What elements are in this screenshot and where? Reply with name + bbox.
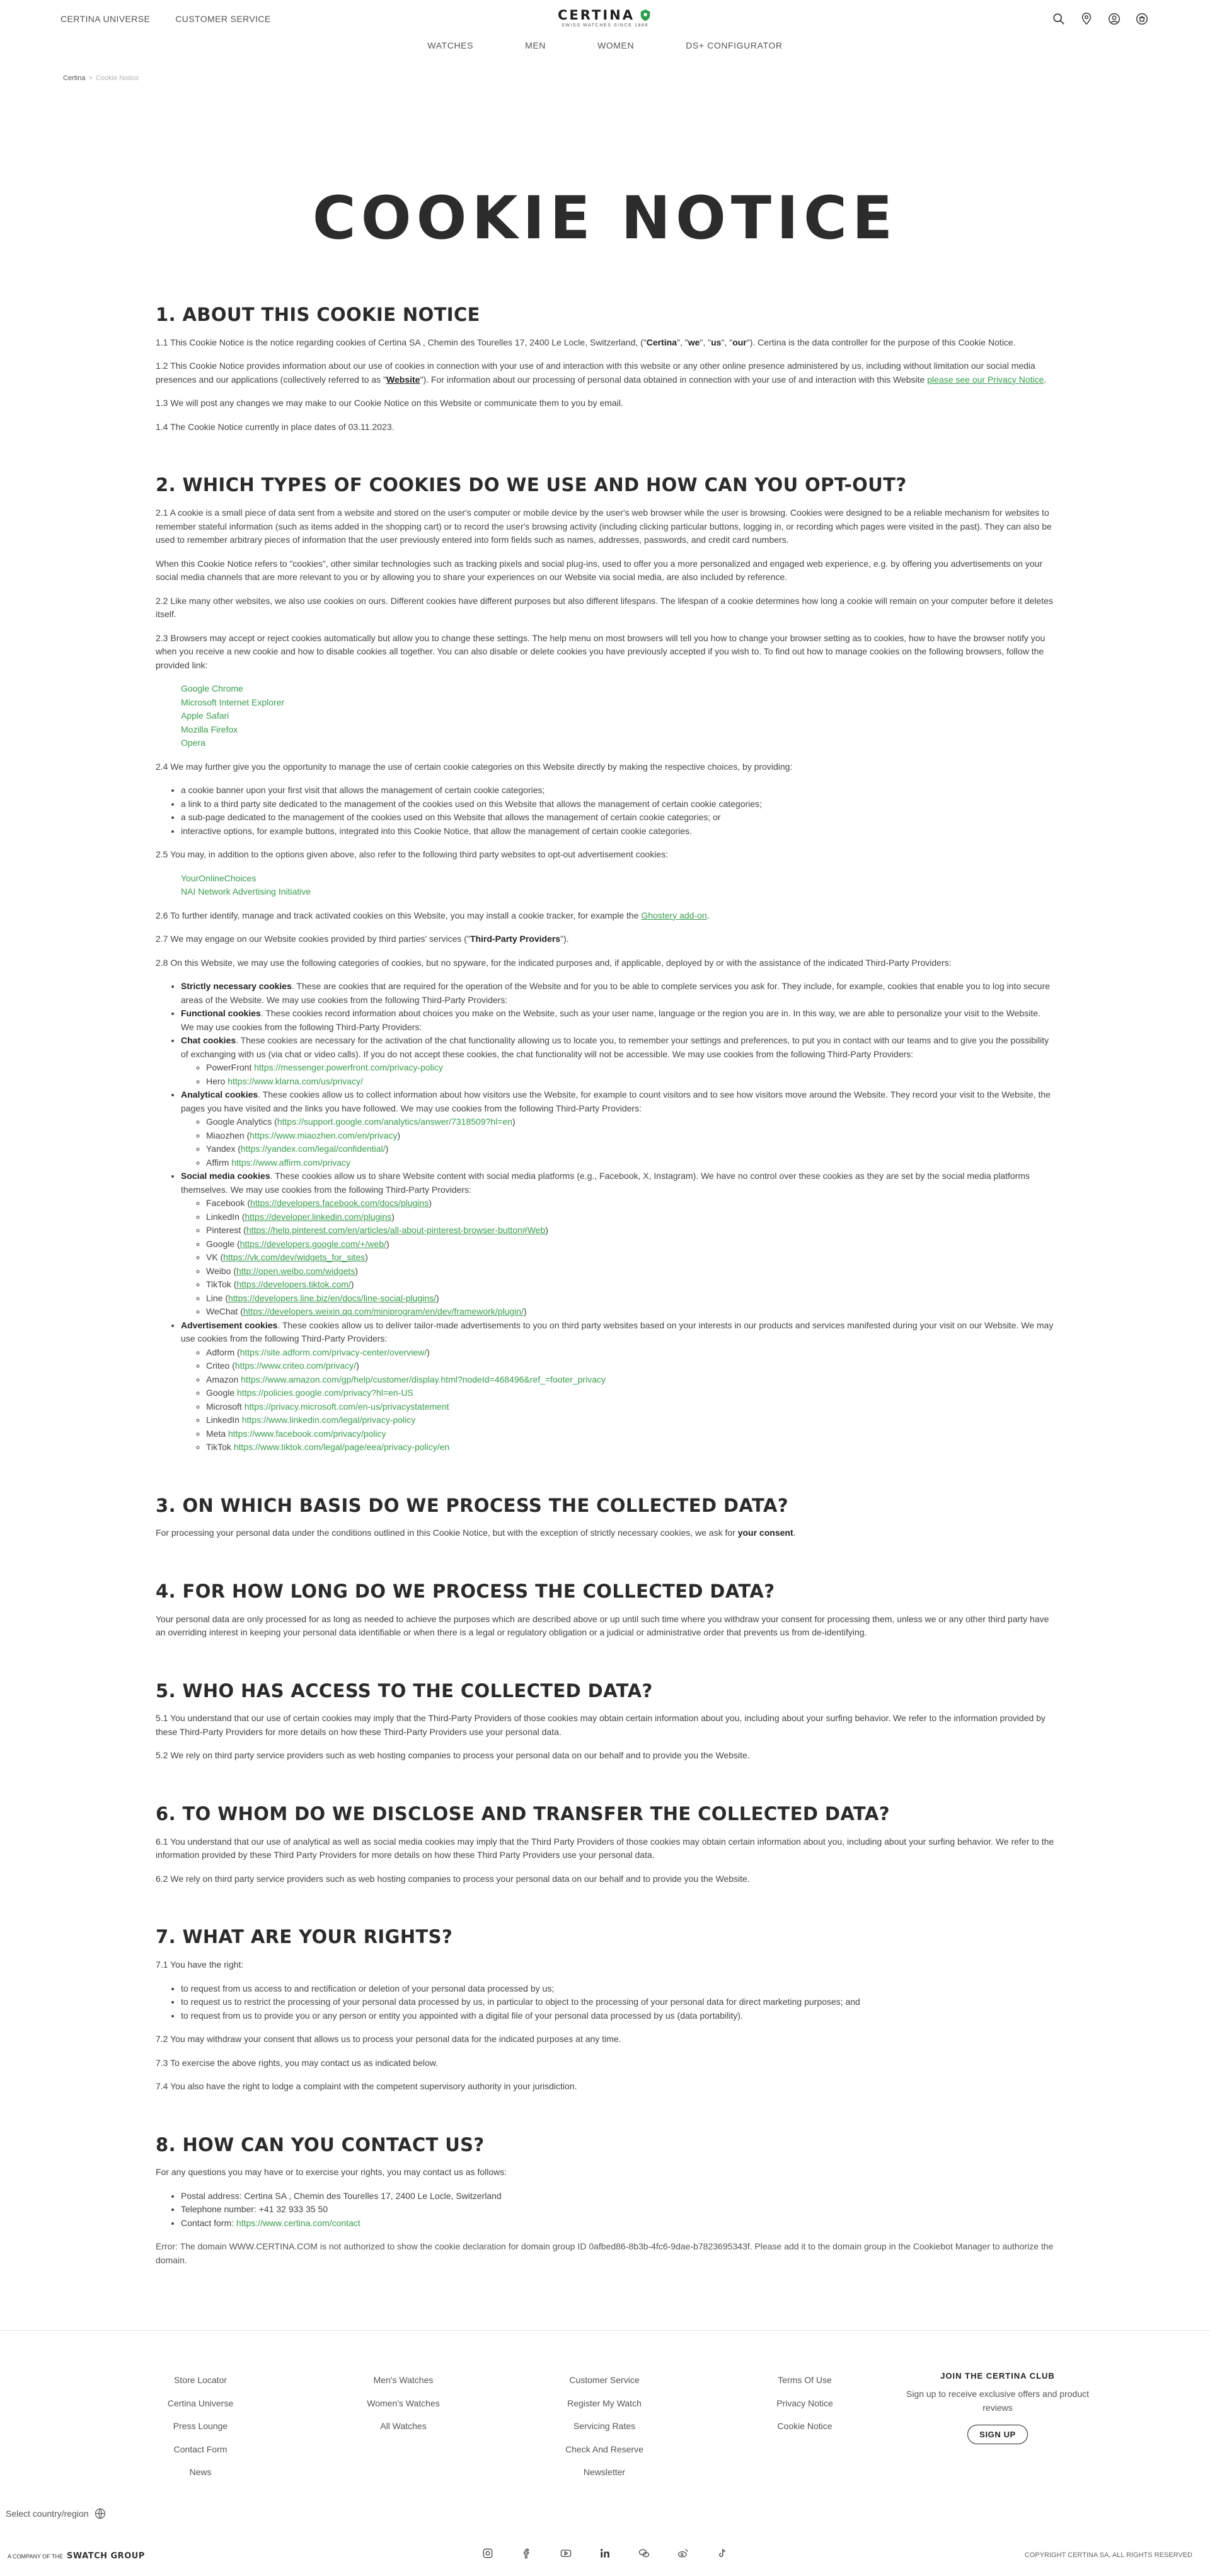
- breadcrumb: [0, 57, 1210, 95]
- section-basis: [156, 1495, 1054, 1540]
- nav-watches[interactable]: WATCHES: [427, 40, 474, 50]
- section-heading: 4. FOR HOW LONG DO WE PROCESS THE COLLECTED DATA?: [156, 1580, 775, 1602]
- certina-universe-link[interactable]: CERTINA UNIVERSE: [60, 14, 151, 24]
- footer-link[interactable]: Men's Watches: [373, 2375, 434, 2386]
- provider-item: ◦ Adform (https://site.adform.com/privacy-center/overview/): [206, 1346, 1054, 1360]
- privacy-notice-link[interactable]: please see our Privacy Notice: [927, 374, 1044, 385]
- provider-link[interactable]: https://developers.tiktok.com/: [236, 1279, 351, 1290]
- swatch-name: SWATCH GROUP: [67, 2551, 145, 2561]
- country-selector[interactable]: [6, 2507, 107, 2520]
- provider-link[interactable]: https://www.linkedin.com/legal/privacy-policy: [241, 1415, 416, 1425]
- header-icons: [1051, 11, 1150, 26]
- club-text: Sign up to receive exclusive offers and product reviews: [906, 2389, 1090, 2413]
- site-footer: [0, 2330, 1210, 2576]
- paragraph-2-4: 2.4 We may further give you the opportunity to manage the use of certain cookie categories on this Website directly by making the respective choices, by providing:: [156, 761, 793, 772]
- paragraph-5-1: 5.1 You understand that our use of certain cookies may imply that the Third-Party Providers of those cookies may obtain certain information about you, including about your surfing behavior. We refer to the information provided by these Third-Party Providers for more details on how these Third-Party Providers use your personal data.: [156, 1713, 1046, 1737]
- footer-column-service: [560, 2369, 648, 2484]
- provider-link[interactable]: http://open.weibo.com/widgets: [236, 1265, 355, 1276]
- list-item: • a sub-page dedicated to the management of the cookies used on this Website that allows the management of certain cookie categories; or: [181, 811, 1054, 825]
- newsletter-club: [903, 2369, 1092, 2444]
- provider-link[interactable]: https://www.tiktok.com/legal/page/eea/privacy-policy/en: [233, 1442, 450, 1453]
- location-pin-icon[interactable]: [1079, 11, 1094, 26]
- section-about: [156, 304, 1054, 434]
- provider-link[interactable]: https://privacy.microsoft.com/en-us/privacystatement: [244, 1401, 449, 1412]
- category-functional: • Functional cookies. These cookies record information about choices you make on the Website, such as your user name, language or the region you are in. In this way, we are able to personalize your visit to the Website. We may use cookies from the following Third-Party Providers:: [181, 1007, 1054, 1034]
- youronlinechoices-link[interactable]: YourOnlineChoices: [181, 873, 256, 883]
- section-cookie-types: [156, 474, 1054, 1454]
- facebook-icon[interactable]: [520, 2546, 534, 2560]
- category-strictly-necessary: • Strictly necessary cookies. These are cookies that are required for the operation of the Website and for you to be able to complete services you ask for. They include, for example, cookies that enable you to log into secure areas of the Website. We may use cookies from the following Third-Party Providers:: [181, 980, 1054, 1007]
- swatch-group-logo: [8, 2551, 145, 2561]
- provider-link[interactable]: https://www.facebook.com/privacy/policy: [228, 1428, 386, 1439]
- section-heading: 6. TO WHOM DO WE DISCLOSE AND TRANSFER THE COLLECTED DATA?: [156, 1802, 890, 1825]
- bag-icon[interactable]: [1134, 11, 1150, 26]
- provider-link[interactable]: https://www.affirm.com/privacy: [231, 1157, 350, 1168]
- country-label: Select country/region: [6, 2509, 89, 2519]
- section-disclosure: [156, 1803, 1054, 1886]
- logo-tagline: SWISS WATCHES SINCE 1888: [562, 23, 648, 28]
- category-chat: • Chat cookies. These cookies are necessary for the activation of the chat functionality allowing us to locate you, to remember your settings and preferences, to put you in contact with our teams and to give you the possibility of exchanging with us (via chat or video calls). If you do not accept these cookies, the chat functionality will not be accessible. We may use cookies from the following Third-Party Providers: ◦ PowerFront https://messenger.powerfront.com/privacy-policy ◦ Hero https://www.klarna.com/us/privacy/: [181, 1034, 1054, 1088]
- footer-link[interactable]: Certina Universe: [167, 2398, 234, 2408]
- footer-link[interactable]: Cookie Notice: [777, 2421, 833, 2432]
- category-advertisement: • Advertisement cookies. These cookies allow us to deliver tailor-made advertisements to you on third party websites based on your interests in our products and services manifested during your visit on our Website. We may use cookies from the following Third-Party Providers: ◦ Adform (https://site.adform.com/privacy-center/overview/) ◦ Criteo (https://www.criteo.com/privacy/) ◦ Amazon https://www.amazon.com/gp/help/customer/display.html?nodeId=468496&ref_=footer_privacy ◦ Google https://policies.google.com/privacy?hl=en-US ◦ Microsoft https://privacy.microsoft.com/en-us/privacystatement ◦ LinkedIn https://www.linkedin.com/legal/privacy-policy ◦ Meta https://www.facebook.com/privacy/policy ◦ TikTok https://www.tiktok.com/legal/page/eea/privacy-policy/en: [181, 1319, 1054, 1454]
- breadcrumb-separator: >: [88, 74, 93, 82]
- paragraph-2-1: 2.1 A cookie is a small piece of data sent from a website and stored on the user's computer or mobile device by the user's web browser while the user is browsing. Cookies were designed to be a reliable mechanism for websites to remember stateful information (such as items added in the shopping cart) or to record the user's browsing activity (including clicking particular buttons, logging in, or recording which pages were visited in the past). They can also be used to remember arbitrary pieces of information that the user previously entered into form fields such as names, addresses, passwords, and credit card numbers.: [156, 508, 1052, 545]
- browser-link-opera[interactable]: Opera: [181, 738, 205, 748]
- section-heading: 5. WHO HAS ACCESS TO THE COLLECTED DATA?: [156, 1680, 653, 1702]
- club-title: JOIN THE CERTINA CLUB: [940, 2371, 1055, 2381]
- optout-list: [181, 872, 1054, 899]
- provider-item: ◦ Amazon https://www.amazon.com/gp/help/customer/display.html?nodeId=468496&ref_=footer_privacy: [206, 1373, 1054, 1387]
- contact-form-link[interactable]: https://www.certina.com/contact: [236, 2217, 360, 2228]
- provider-link[interactable]: https://support.google.com/analytics/answer/7318509?hl=en: [277, 1117, 513, 1127]
- provider-link[interactable]: https://developer.linkedin.com/plugins: [245, 1211, 392, 1222]
- top-bar: [0, 0, 1210, 40]
- paragraph-2-1b: When this Cookie Notice refers to "cookies", other similar technologies such as tracking pixels and social plug-ins, used to offer you a more personalized and engaged web experience, e.g. by offering you advertisements on your social media channels that are more relevant to you or by allowing you to share your experiences on our Website via social media, are also included by reference.: [156, 558, 1043, 583]
- copyright: COPYRIGHT CERTINA SA, ALL RIGHTS RESERVED: [1024, 2551, 1192, 2560]
- paragraph-8: For any questions you may have or to exercise your rights, you may contact us as follows:: [156, 2167, 507, 2178]
- footer-column-legal: [770, 2369, 839, 2438]
- footer-link[interactable]: Customer Service: [569, 2375, 640, 2386]
- provider-link[interactable]: https://yandex.com/legal/confidential/: [241, 1144, 386, 1154]
- contact-form-item: • Contact form: https://www.certina.com/contact: [181, 2217, 1054, 2231]
- provider-item: ◦ Miaozhen (https://www.miaozhen.com/en/privacy): [206, 1129, 1054, 1143]
- paragraph-7-4: 7.4 You also have the right to lodge a complaint with the competent supervisory authority in your jurisdiction.: [156, 2081, 577, 2092]
- browser-link-firefox[interactable]: Mozilla Firefox: [181, 724, 238, 734]
- provider-item: ◦ Criteo (https://www.criteo.com/privacy/): [206, 1359, 1054, 1373]
- nai-link[interactable]: NAI Network Advertising Initiative: [181, 886, 311, 897]
- paragraph-2-7: 2.7 We may engage on our Website cookies provided by third parties' services ("Third-Party Providers").: [156, 934, 569, 944]
- provider-item: ◦ Hero https://www.klarna.com/us/privacy/: [206, 1075, 1054, 1089]
- category-analytical: • Analytical cookies. These cookies allow us to collect information about how visitors use the Website, for example to count visitors and to see how visitors move around the Website. They record your visit to the Website, the pages you have visited and the links you have followed. We may use cookies from the following Third-Party Providers: ◦ Google Analytics (https://support.google.com/analytics/answer/7318509?hl=en) ◦ Miaozhen (https://www.miaozhen.com/en/privacy) ◦ Yandex (https://yandex.com/legal/confidential/) ◦ Affirm https://www.affirm.com/privacy: [181, 1088, 1054, 1169]
- website-link[interactable]: Website: [386, 374, 420, 385]
- paragraph-2-5: 2.5 You may, in addition to the options given above, also refer to the following third party websites to opt-out advertisement cookies:: [156, 849, 668, 860]
- list-item: • to request us to restrict the processing of your personal data processed by us, in particular to object to the processing of your personal data for direct marketing purposes; and: [181, 1995, 1054, 2009]
- section-heading: 1. ABOUT THIS COOKIE NOTICE: [156, 304, 480, 325]
- provider-item: ◦ Google https://policies.google.com/privacy?hl=en-US: [206, 1386, 1054, 1400]
- provider-item: ◦ TikTok (https://developers.tiktok.com/): [206, 1278, 1054, 1292]
- weibo-icon[interactable]: [676, 2546, 690, 2560]
- footer-link[interactable]: Terms Of Use: [778, 2375, 832, 2386]
- provider-item: ◦ Line (https://developers.line.biz/en/docs/line-social-plugins/): [206, 1292, 1054, 1306]
- provider-link[interactable]: https://www.klarna.com/us/privacy/: [228, 1076, 363, 1086]
- social-links: [481, 2546, 729, 2560]
- footer-link[interactable]: News: [189, 2467, 212, 2478]
- search-icon[interactable]: [1051, 11, 1066, 26]
- provider-item: ◦ Google (https://developers.google.com/+/web/): [206, 1238, 1054, 1251]
- nav-men[interactable]: MEN: [525, 40, 546, 50]
- ghostery-link[interactable]: Ghostery add-on: [641, 910, 707, 920]
- provider-item: ◦ LinkedIn https://www.linkedin.com/legal/privacy-policy: [206, 1413, 1054, 1427]
- footer-link[interactable]: All Watches: [380, 2421, 427, 2432]
- provider-item: ◦ LinkedIn (https://developer.linkedin.com/plugins): [206, 1210, 1054, 1224]
- provider-item: ◦ Google Analytics (https://support.google.com/analytics/answer/7318509?hl=en): [206, 1115, 1054, 1129]
- list-item: • a link to a third party site dedicated to the management of the cookies used on this Website that allows the management of certain cookie categories;: [181, 798, 1054, 811]
- nav-women[interactable]: WOMEN: [597, 40, 635, 50]
- paragraph-7-3: 7.3 To exercise the above rights, you may contact us as indicated below.: [156, 2057, 438, 2068]
- account-icon[interactable]: [1107, 11, 1122, 26]
- list-item: • interactive options, for example buttons, integrated into this Cookie Notice, that allow the management of certain cookie categories.: [181, 825, 1054, 838]
- provider-item: ◦ WeChat (https://developers.weixin.qq.com/miniprogram/en/dev/framework/plugin/): [206, 1305, 1054, 1319]
- paragraph-1-3: 1.3 We will post any changes we may make to our Cookie Notice on this Website or communicate them to you by email.: [156, 398, 623, 409]
- category-social-media: • Social media cookies. These cookies allow us to share Website content with social media platforms (e.g., Facebook, X, Instagram). We have no control over these cookies as they are set by the social media platforms themselves. We may use cookies from the following Third-Party Providers: ◦ Facebook (https://developers.facebook.com/docs/plugins) ◦ LinkedIn (https://developer.linkedin.com/plugins) ◦ Pinterest (https://help.pinterest.com/en/articles/all-about-pinterest-browser-button#Web) ◦ Google (https://developers.google.com/+/web/) ◦ VK (https://vk.com/dev/widgets_for_sites) ◦ Weibo (http://open.weibo.com/widgets) ◦ TikTok (https://developers.tiktok.com/) ◦ Line (https://developers.line.biz/en/docs/line-social-plugins/) ◦ WeChat (https://developers.weixin.qq.com/miniprogram/en/dev/framework/plugin/): [181, 1169, 1054, 1319]
- turtle-shield-icon: [638, 8, 652, 22]
- contact-list: [181, 2190, 1054, 2231]
- provider-item: ◦ Weibo (http://open.weibo.com/widgets): [206, 1265, 1054, 1279]
- choice-list: [181, 784, 1054, 838]
- browser-list: [181, 682, 1054, 750]
- list-item: • to request from us to provide you or any person or entity you appointed with a digital file of your personal data processed by us (data portability).: [181, 2009, 1054, 2023]
- paragraph-2-2: 2.2 Like many other websites, we also use cookies on ours. Different cookies have different purposes but also different lifespans. The lifespan of a cookie determines how long a cookie will remain on your computer before it deletes itself.: [156, 595, 1053, 620]
- cookie-category-list: [181, 980, 1054, 1454]
- provider-link[interactable]: https://help.pinterest.com/en/articles/all-about-pinterest-browser-button#Web: [246, 1225, 546, 1236]
- footer-link[interactable]: Press Lounge: [173, 2421, 228, 2432]
- paragraph-1-1: 1.1 This Cookie Notice is the notice regarding cookies of Certina SA , Chemin des Tourelles 17, 2400 Le Locle, Switzerland, ("Certina", "we", "us", "our"). Certina is the data controller for the purpose of this Cookie Notice.: [156, 337, 1016, 347]
- logo-wordmark: CERTINA: [558, 8, 635, 23]
- page-title: COOKIE NOTICE: [312, 184, 898, 253]
- section-duration: [156, 1581, 1054, 1640]
- section-rights: [156, 1926, 1054, 2093]
- provider-item: ◦ PowerFront https://messenger.powerfront.com/privacy-policy: [206, 1061, 1054, 1075]
- main-content: [156, 184, 1054, 2267]
- paragraph-3: For processing your personal data under the conditions outlined in this Cookie Notice, but with the exception of strictly necessary cookies, we ask for your consent.: [156, 1528, 796, 1538]
- utility-links: [60, 14, 271, 24]
- section-contact: [156, 2134, 1054, 2268]
- sign-up-button[interactable]: SIGN UP: [967, 2425, 1028, 2444]
- paragraph-2-6: 2.6 To further identify, manage and track activated cookies on this Website, you may install a cookie tracker, for example the Ghostery add-on.: [156, 910, 710, 920]
- cookiebot-error-message: Error: The domain WWW.CERTINA.COM is not authorized to show the cookie declaration for domain group ID 0afbed86-8b3b-4fc6-9dae-b7823695343f. Please add it to the domain group in the Cookiebot Manager to authorize the domain.: [156, 2241, 1054, 2265]
- wechat-icon[interactable]: [637, 2546, 651, 2560]
- footer-column-company: [163, 2369, 238, 2484]
- provider-link[interactable]: https://developers.line.biz/en/docs/line-social-plugins/: [228, 1292, 436, 1303]
- provider-item: ◦ Meta https://www.facebook.com/privacy/policy: [206, 1427, 1054, 1441]
- provider-link[interactable]: https://developers.google.com/+/web/: [239, 1238, 387, 1249]
- browser-link-chrome[interactable]: Google Chrome: [181, 683, 243, 694]
- paragraph-2-8: 2.8 On this Website, we may use the following categories of cookies, but no spyware, for the indicated purposes and, if applicable, deployed by or with the assistance of the indicated Third-Party Providers:: [156, 957, 952, 968]
- section-heading: 8. HOW CAN YOU CONTACT US?: [156, 2133, 485, 2155]
- instagram-icon[interactable]: [481, 2546, 495, 2560]
- certina-logo[interactable]: [558, 8, 652, 28]
- provider-item: ◦ Yandex (https://yandex.com/legal/confidential/): [206, 1142, 1054, 1156]
- provider-item: ◦ Facebook (https://developers.facebook.com/docs/plugins): [206, 1197, 1054, 1210]
- site-header: [0, 0, 1210, 95]
- footer-column-watches: [359, 2369, 447, 2438]
- footer-link[interactable]: Privacy Notice: [776, 2398, 833, 2408]
- provider-item: ◦ Affirm https://www.affirm.com/privacy: [206, 1156, 1054, 1170]
- paragraph-6-1: 6.1 You understand that our use of analytical as well as social media cookies may imply that the Third Party Providers of those cookies may obtain certain information about you, including about your surfing behavior. We refer to the information provided by these Third Party Providers for more details on how these Third Party Providers use your personal data.: [156, 1836, 1054, 1860]
- provider-item: ◦ Microsoft https://privacy.microsoft.com/en-us/privacystatement: [206, 1400, 1054, 1414]
- tiktok-icon[interactable]: [715, 2546, 729, 2560]
- paragraph-4: Your personal data are only processed for as long as needed to achieve the purposes which are described above or up until such time where you withdraw your consent for processing them, unless we or any other third party have an overriding interest in keeping your personal data identifiable or when there is a legal or regulatory obligation or a judicial or administrative order that prevents us from de-identifying.: [156, 1613, 1049, 1638]
- provider-link[interactable]: https://policies.google.com/privacy?hl=en-US: [237, 1388, 413, 1398]
- paragraph-2-3: 2.3 Browsers may accept or reject cookies automatically but allow you to change these settings. The help menu on most browsers will tell you how to change your browser setting as to cookies, how to have the browser notify you when you receive a new cookie and how to disable cookies all together. You can also disable or delete cookies you have previously accepted if you wish to. To find out how to manage cookies on the following browsers, follow the provided link:: [156, 632, 1046, 670]
- provider-link[interactable]: https://developers.weixin.qq.com/miniprogram/en/dev/framework/plugin/: [243, 1306, 524, 1317]
- rights-list: [181, 1982, 1054, 2023]
- telephone-number: • Telephone number: +41 32 933 35 50: [181, 2203, 1054, 2217]
- footer-link[interactable]: Servicing Rates: [573, 2421, 636, 2432]
- provider-link[interactable]: https://site.adform.com/privacy-center/overview/: [239, 1347, 427, 1357]
- provider-link[interactable]: https://vk.com/dev/widgets_for_sites: [223, 1252, 366, 1263]
- linkedin-icon[interactable]: [598, 2546, 612, 2560]
- paragraph-6-2: 6.2 We rely on third party service providers such as web hosting companies to process your personal data on our behalf and to provide you the Website.: [156, 1873, 750, 1884]
- list-item: • to request from us access to and rectification or deletion of your personal data processed by us;: [181, 1982, 1054, 1996]
- provider-link[interactable]: https://www.criteo.com/privacy/: [234, 1361, 357, 1371]
- postal-address: • Postal address: Certina SA , Chemin des Tourelles 17, 2400 Le Locle, Switzerland: [181, 2190, 1054, 2203]
- paragraph-5-2: 5.2 We rely on third party service providers such as web hosting companies to process your personal data on our behalf and to provide you the Website.: [156, 1750, 750, 1761]
- footer-link[interactable]: Store Locator: [173, 2375, 228, 2386]
- breadcrumb-home[interactable]: Certina: [63, 74, 86, 82]
- provider-item: ◦ TikTok https://www.tiktok.com/legal/page/eea/privacy-policy/en: [206, 1441, 1054, 1454]
- youtube-icon[interactable]: [559, 2546, 573, 2560]
- swatch-prefix: A COMPANY OF THE: [8, 2553, 64, 2560]
- footer-link[interactable]: Register My Watch: [567, 2398, 642, 2408]
- browser-link-safari[interactable]: Apple Safari: [181, 711, 229, 721]
- paragraph-7-2: 7.2 You may withdraw your consent that allows us to process your personal data for the indicated purposes at any time.: [156, 2034, 621, 2045]
- provider-link[interactable]: https://www.miaozhen.com/en/privacy: [250, 1130, 398, 1140]
- footer-link[interactable]: Newsletter: [583, 2467, 626, 2478]
- customer-service-link[interactable]: CUSTOMER SERVICE: [175, 14, 271, 24]
- provider-item: ◦ VK (https://vk.com/dev/widgets_for_sites): [206, 1251, 1054, 1265]
- footer-link[interactable]: Contact Form: [173, 2444, 228, 2454]
- breadcrumb-current: Cookie Notice: [95, 74, 139, 82]
- footer-link[interactable]: Women's Watches: [367, 2398, 440, 2408]
- section-heading: 3. ON WHICH BASIS DO WE PROCESS THE COLLECTED DATA?: [156, 1494, 788, 1516]
- paragraph-1-2: 1.2 This Cookie Notice provides information about our use of cookies in connection with your use of and interaction with this website or any other online presence administered by us, including without limitation our social media presences and our applications (collectively referred to as "Website"). For information about our processing of personal data obtained in connection with your use of and interaction with this Website please see our Privacy Notice.: [156, 361, 1047, 385]
- provider-item: ◦ Pinterest (https://help.pinterest.com/en/articles/all-about-pinterest-browser-button#Web): [206, 1224, 1054, 1238]
- globe-icon: [94, 2507, 107, 2520]
- main-navigation: [0, 40, 1210, 57]
- provider-link[interactable]: https://messenger.powerfront.com/privacy-policy: [254, 1062, 443, 1073]
- section-heading: 7. WHAT ARE YOUR RIGHTS?: [156, 1926, 453, 1948]
- list-item: • a cookie banner upon your first visit that allows the management of certain cookie categories;: [181, 784, 1054, 798]
- section-heading: 2. WHICH TYPES OF COOKIES DO WE USE AND HOW CAN YOU OPT-OUT?: [156, 474, 907, 496]
- footer-bottom-bar: [0, 2545, 1210, 2570]
- section-access: [156, 1680, 1054, 1763]
- provider-link[interactable]: https://www.amazon.com/gp/help/customer/display.html?nodeId=468496&ref_=footer_privacy: [241, 1374, 606, 1384]
- paragraph-7-1: 7.1 You have the right:: [156, 1959, 244, 1970]
- browser-link-ie[interactable]: Microsoft Internet Explorer: [181, 697, 285, 707]
- nav-ds-configurator[interactable]: DS+ CONFIGURATOR: [686, 40, 783, 50]
- paragraph-1-4: 1.4 The Cookie Notice currently in place dates of 03.11.2023.: [156, 421, 395, 432]
- footer-link[interactable]: Check And Reserve: [565, 2444, 643, 2454]
- provider-link[interactable]: https://developers.facebook.com/docs/plugins: [250, 1198, 429, 1209]
